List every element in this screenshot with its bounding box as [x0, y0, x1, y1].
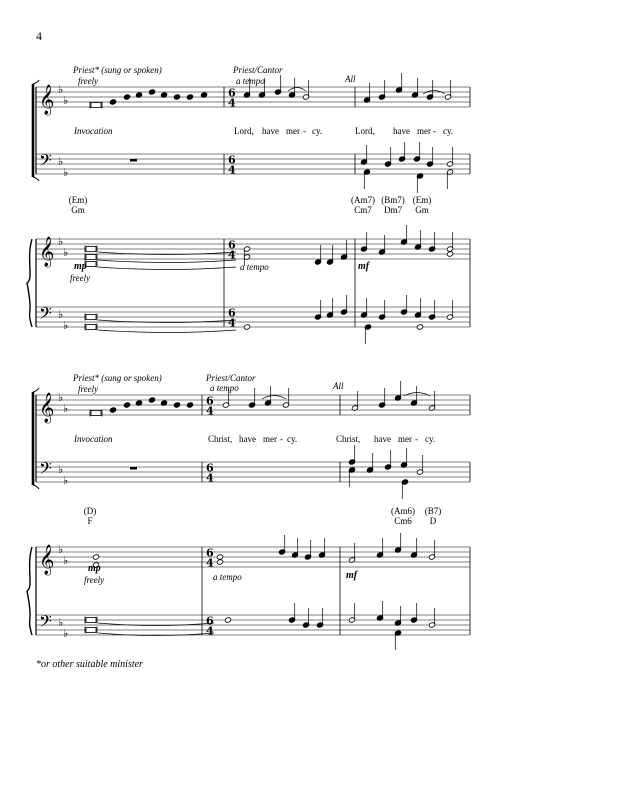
chord-symbol: F — [87, 516, 93, 526]
bass-clef-icon: 𝄢 — [39, 611, 52, 635]
tie — [98, 267, 236, 270]
flat-icon: ♭ — [63, 94, 69, 107]
flat-icon: ♭ — [58, 616, 64, 629]
lyric: - — [415, 434, 418, 444]
bracket-hook — [33, 80, 39, 84]
all-label: All — [345, 74, 356, 84]
accomp-tempo: a tempo — [213, 572, 242, 582]
chord-symbol: D — [429, 516, 437, 526]
chant-note — [123, 402, 130, 408]
time-signature-bottom: 4 — [228, 316, 236, 330]
invocation-label: Invocation — [74, 434, 113, 444]
lyric: - — [303, 126, 306, 136]
chord-symbol: Gm — [71, 205, 85, 215]
flat-icon: ♭ — [63, 166, 69, 179]
cantor-label: Priest/Cantor — [233, 65, 283, 75]
priest-label: Priest* (sung or spoken) — [73, 373, 162, 383]
priest-label: Priest* (sung or spoken) — [73, 65, 162, 75]
chord-alt: (Bm7) — [381, 195, 405, 205]
tempo-label: a tempo — [210, 383, 239, 393]
lyric: mer — [417, 126, 431, 136]
treble-clef-icon: 𝄞 — [39, 545, 55, 575]
time-signature-top: 6 — [206, 394, 214, 408]
breve-note — [86, 262, 96, 267]
lyric: cy. — [287, 434, 298, 444]
tie — [98, 330, 236, 333]
accomp-freely: freely — [84, 575, 105, 585]
piano-rh-note — [216, 554, 223, 560]
dynamic-mf: mf — [358, 261, 370, 272]
dynamic-mp: mp — [74, 261, 87, 272]
bracket-hook — [33, 388, 39, 392]
piano-lh-note — [224, 617, 231, 623]
lyric: - — [433, 126, 436, 136]
breve-note — [86, 247, 96, 252]
lyric: cy. — [425, 434, 436, 444]
treble-clef-icon: 𝄞 — [39, 237, 55, 267]
bass-clef-icon: 𝄢 — [39, 303, 52, 327]
chord-alt: (D) — [83, 506, 97, 516]
time-signature-top: 6 — [228, 86, 236, 100]
breve-note — [86, 325, 96, 330]
dynamic-mp: mp — [88, 563, 101, 574]
flat-icon: ♭ — [58, 308, 64, 321]
whole-rest — [130, 159, 137, 162]
chord-alt: (B7) — [424, 506, 442, 516]
chant-note — [186, 402, 193, 408]
flat-icon: ♭ — [63, 554, 69, 567]
flat-icon: ♭ — [58, 391, 64, 404]
treble-clef-icon: 𝄞 — [39, 85, 55, 115]
piano-rh-note — [446, 251, 453, 257]
whole-rest — [130, 467, 137, 470]
time-signature-bottom: 4 — [206, 404, 214, 418]
lyric: - — [280, 434, 283, 444]
flat-icon: ♭ — [58, 83, 64, 96]
lyric: cy. — [312, 126, 323, 136]
chord-alt: (Em) — [412, 195, 432, 205]
flat-icon: ♭ — [63, 246, 69, 259]
lyric: have — [393, 126, 410, 136]
chord-alt: (Am7) — [351, 195, 375, 205]
piano-lh-note — [416, 324, 423, 330]
freely-label: freely — [78, 76, 99, 86]
chord-symbol: Cm7 — [354, 205, 372, 215]
breve-note — [86, 315, 96, 320]
time-signature-bottom: 4 — [206, 624, 214, 638]
chant-note — [173, 94, 180, 100]
lyric: Christ, — [208, 434, 233, 444]
lyric: Christ, — [336, 434, 361, 444]
time-signature-top: 6 — [206, 461, 214, 475]
bracket-hook — [33, 485, 39, 489]
flat-icon: ♭ — [58, 463, 64, 476]
breve-note — [86, 255, 96, 260]
chant-note — [186, 94, 193, 100]
flat-icon: ♭ — [63, 474, 69, 487]
time-signature-bottom: 4 — [228, 163, 236, 177]
time-signature-bottom: 4 — [206, 556, 214, 570]
chant-note — [148, 89, 155, 95]
footnote: *or other suitable minister — [36, 659, 143, 670]
flat-icon: ♭ — [58, 155, 64, 168]
treble-clef-icon: 𝄞 — [39, 393, 55, 423]
breve-note — [86, 618, 96, 623]
flat-icon: ♭ — [58, 543, 64, 556]
lyric: Lord, — [355, 126, 375, 136]
tie — [98, 260, 236, 263]
time-signature-bottom: 4 — [228, 96, 236, 110]
time-signature-bottom: 4 — [228, 248, 236, 262]
lyric: mer — [263, 434, 277, 444]
breve-note — [86, 628, 96, 633]
slur — [288, 88, 306, 92]
flat-icon: ♭ — [63, 402, 69, 415]
slur — [262, 396, 286, 400]
flat-icon: ♭ — [63, 627, 69, 640]
piano-brace — [27, 239, 32, 327]
accomp-tempo: a tempo — [240, 262, 269, 272]
flat-icon: ♭ — [58, 235, 64, 248]
chord-alt: (Em) — [68, 195, 88, 205]
lyric: cy. — [443, 126, 454, 136]
freely-label: freely — [78, 384, 99, 394]
chant-note — [123, 94, 130, 100]
flat-icon: ♭ — [63, 319, 69, 332]
chant-note — [173, 402, 180, 408]
dynamic-mf: mf — [346, 570, 358, 581]
breve-note — [91, 411, 101, 416]
lyric: mer — [398, 434, 412, 444]
tempo-label: a tempo — [236, 76, 265, 86]
piano-rh-note — [216, 559, 223, 565]
invocation-label: Invocation — [74, 126, 113, 136]
chant-note — [148, 397, 155, 403]
piano-brace — [27, 547, 32, 635]
lyric: have — [374, 434, 391, 444]
chord-symbol: Cm6 — [394, 516, 412, 526]
chord-symbol: Gm — [415, 205, 429, 215]
chant-note — [109, 407, 116, 413]
time-signature-top: 6 — [206, 546, 214, 560]
piano-lh-note — [243, 324, 250, 330]
time-signature-top: 6 — [228, 153, 236, 167]
chant-note — [109, 99, 116, 105]
time-signature-top: 6 — [228, 238, 236, 252]
breve-note — [91, 103, 101, 108]
page-number: 4 — [36, 29, 42, 43]
lyric: have — [239, 434, 256, 444]
lyric: Lord, — [234, 126, 254, 136]
time-signature-top: 6 — [206, 614, 214, 628]
piano-rh-note — [92, 554, 99, 560]
lyric: have — [262, 126, 279, 136]
chord-symbol: Dm7 — [384, 205, 402, 215]
bass-clef-icon: 𝄢 — [39, 458, 52, 482]
chord-alt: (Am6) — [391, 506, 415, 516]
all-label: All — [333, 381, 344, 391]
lyric: mer — [286, 126, 300, 136]
bass-clef-icon: 𝄢 — [39, 150, 52, 174]
time-signature-top: 6 — [228, 306, 236, 320]
cantor-label: Priest/Cantor — [206, 373, 256, 383]
time-signature-bottom: 4 — [206, 471, 214, 485]
bracket-hook — [33, 177, 39, 181]
accomp-freely: freely — [70, 273, 91, 283]
